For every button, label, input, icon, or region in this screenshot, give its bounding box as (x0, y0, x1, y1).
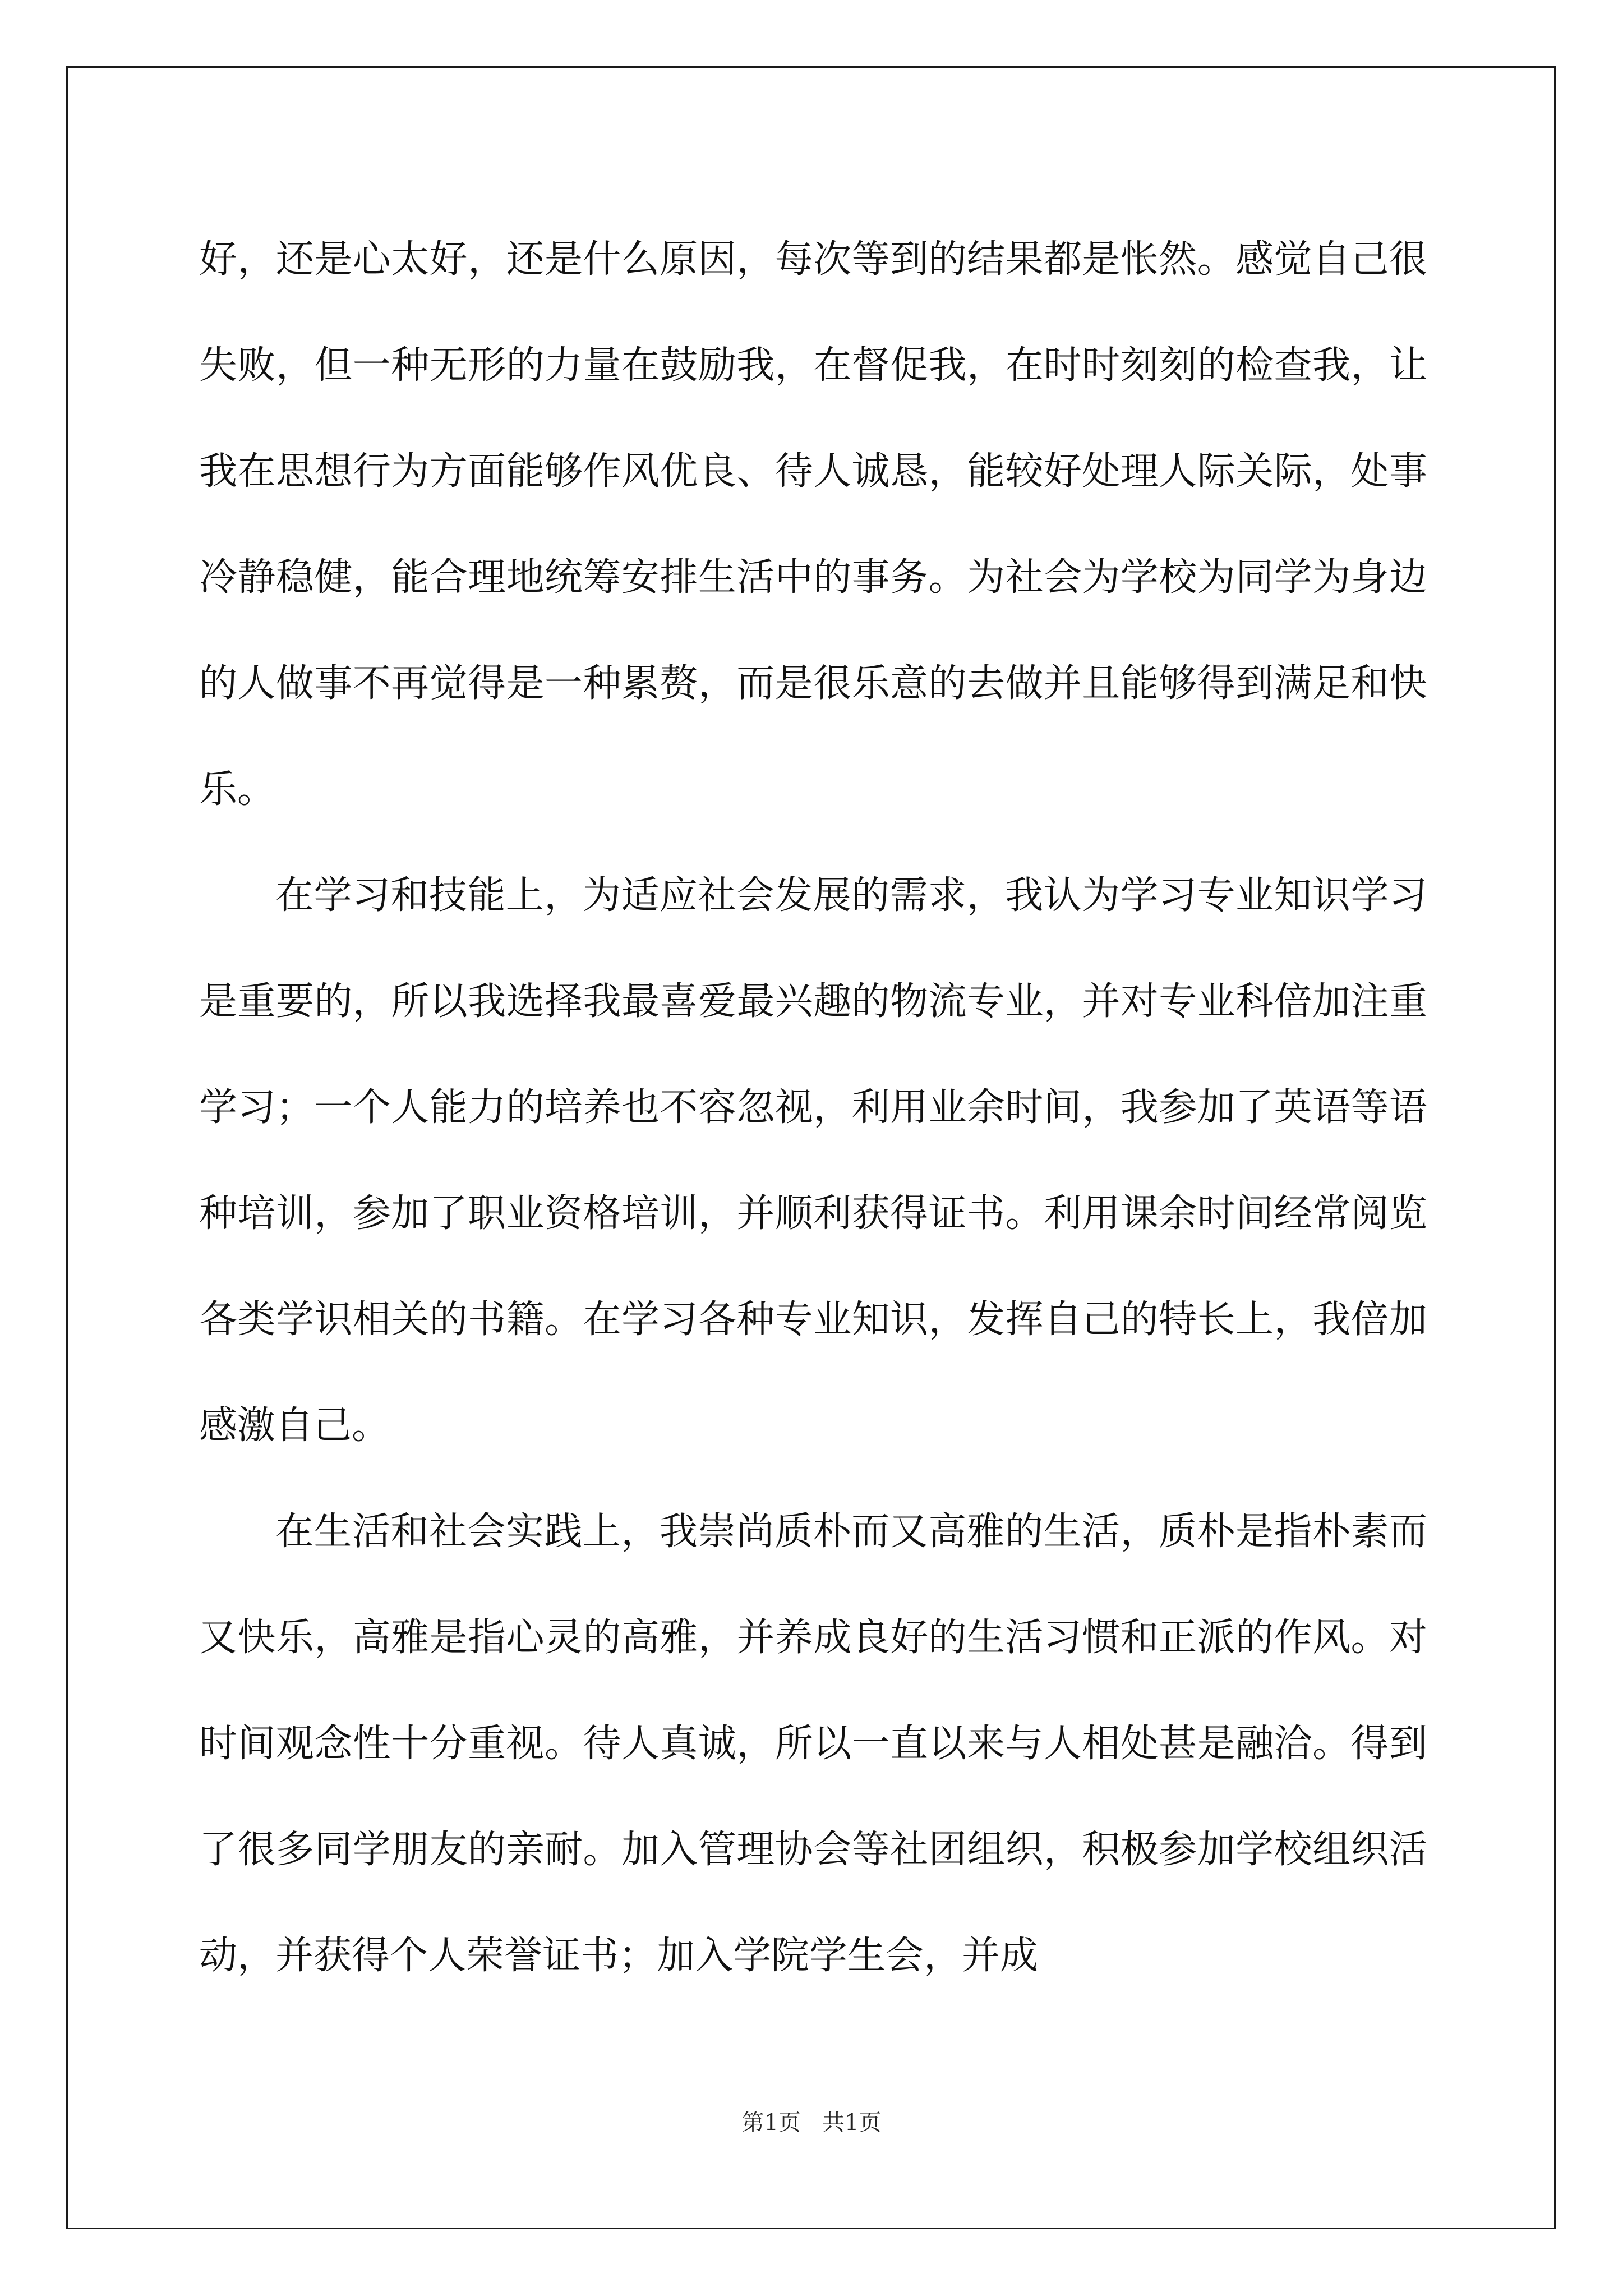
document-body (199, 206, 1427, 2009)
paragraph-3: 在生活和社会实践上，我崇尚质朴而又高雅的生活，质朴是指朴素而又快乐，高雅是指心灵的高雅，并养成良好的生活习惯和正派的作风。对时间观念性十分重视。待人真诚，所以一直以来与人相处甚是融洽。得到了很多同学朋友的亲耐。加入管理协会等社团组织，积极参加学校组织活动，并获得个人荣誉证书；加入学院学生会，并成 (199, 1510, 1427, 1978)
paragraph-1: 好，还是心太好，还是什么原因，每次等到的结果都是怅然。感觉自己很失败，但一种无形的力量在鼓励我，在督促我，在时时刻刻的检查我，让我在思想行为方面能够作风优良、待人诚恳，能较好处理人际关际，处事冷静稳健，能合理地统筹安排生活中的事务。为社会为学校为同学为身边的人做事不再觉得是一种累赘，而是很乐意的去做并且能够得到满足和快乐。 (199, 237, 1427, 812)
page-footer: 第1页 共1页 (741, 2110, 882, 2136)
paragraph-2: 在学习和技能上，为适应社会发展的需求，我认为学习专业知识学习是重要的，所以我选择我最喜爱最兴趣的物流专业，并对专业科倍加注重学习；一个人能力的培养也不容忽视，利用业余时间，我参加了英语等语种培训，参加了职业资格培训，并顺利获得证书。利用课余时间经常阅览各类学识相关的书籍。在学习各种专业知识，发挥自己的特长上，我倍加感激自己。 (199, 873, 1427, 1448)
